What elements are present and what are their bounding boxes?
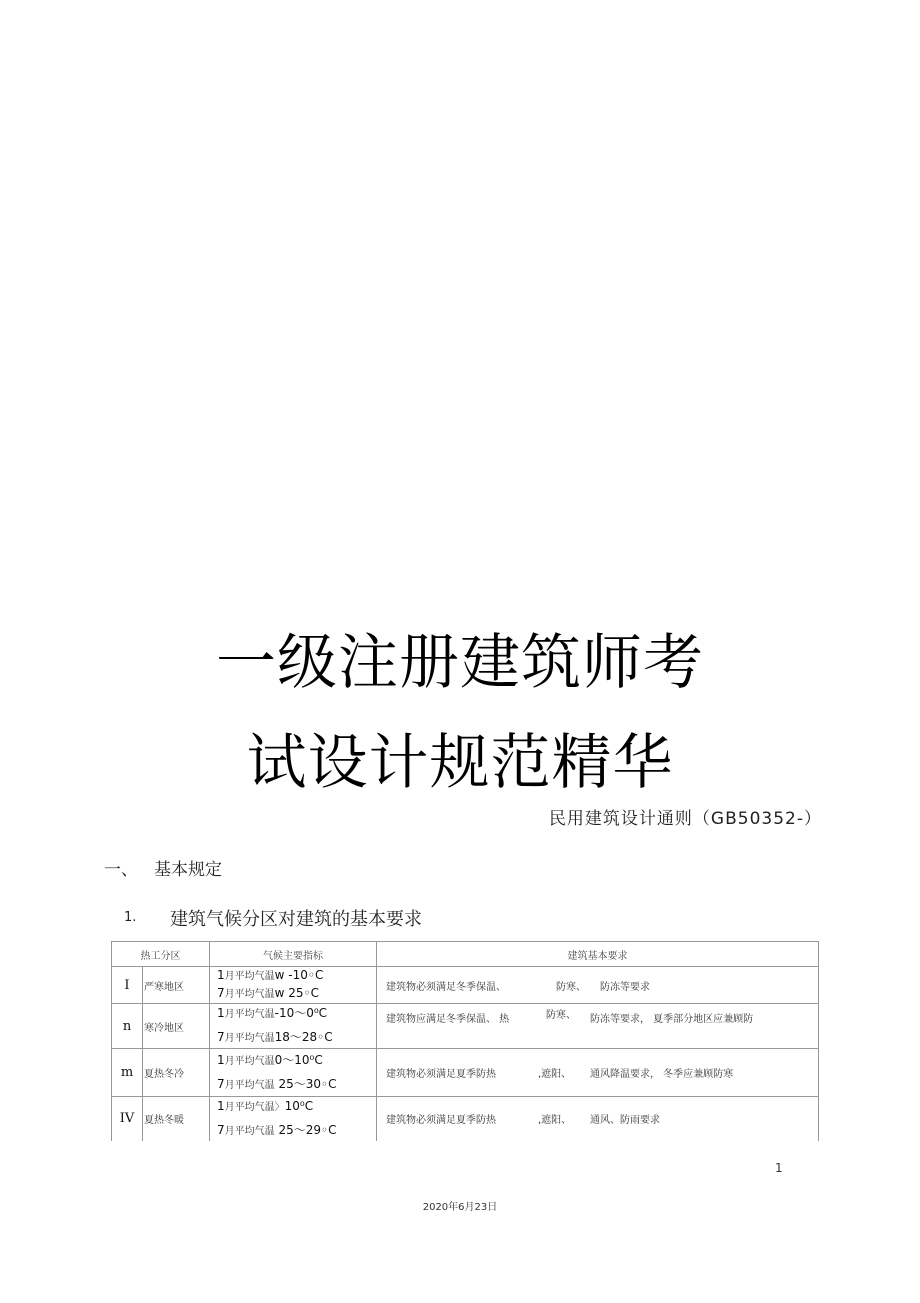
title-line-1: 一级注册建筑师考 [216,628,704,698]
climate-indicators: 1月平均气温0～10⁰C 7月平均气温 25～30◦C [210,1049,377,1097]
building-requirement: 建筑物必须满足夏季防热 ,遮阳、 通风降温要求， 冬季应兼顾防寒 [377,1049,819,1097]
zone-name: 寒冷地区 [143,1004,210,1049]
climate-zone-table [111,941,819,1141]
title-line-2: 试设计规范精华 [246,728,674,798]
item-heading: 建筑气候分区对建筑的基本要求 [170,909,422,930]
page-number: 1 [775,1161,783,1175]
zone-code: n [112,1004,143,1049]
header-indicators: 气候主要指标 [210,942,377,967]
building-requirement: 建筑物必须满足夏季防热 ,遮阳、 通风、防雨要求 [377,1097,819,1141]
subtitle: 民用建筑设计通则（GB50352-） [548,809,822,829]
climate-indicators: 1月平均气温-10～0⁰C 7月平均气温18～28◦C [210,1004,377,1049]
item-number: 1. [124,910,137,925]
table-row [112,1097,819,1141]
section-heading [104,855,222,880]
zone-code: m [112,1049,143,1097]
climate-indicators: 1月平均气温〉10⁰C 7月平均气温 25～29◦C [210,1097,377,1141]
footer-date: 2020年6月23日 [422,1202,498,1213]
building-requirement: 建筑物必须满足冬季保温、 防寒、 防冻等要求 [377,967,819,1004]
zone-name: 夏热冬冷 [143,1049,210,1097]
table-header-row [112,942,819,967]
table-row [112,967,819,1004]
zone-name: 夏热冬暖 [143,1097,210,1141]
header-zone: 热工分区 [112,942,210,967]
zone-code: I [112,967,143,1004]
header-requirements: 建筑基本要求 [377,942,819,967]
table-row [112,1049,819,1097]
section-number: 一、 [104,860,138,880]
zone-name: 严寒地区 [143,967,210,1004]
section-label: 基本规定 [154,860,222,880]
building-requirement: 建筑物应满足冬季保温、 热 防寒、 防冻等要求， 夏季部分地区应兼顾防 [377,1004,819,1049]
climate-indicators: 1月平均气温w -10◦C 7月平均气温w 25◦C [210,967,377,1004]
zone-code: IV [112,1097,143,1141]
table-row [112,1004,819,1049]
